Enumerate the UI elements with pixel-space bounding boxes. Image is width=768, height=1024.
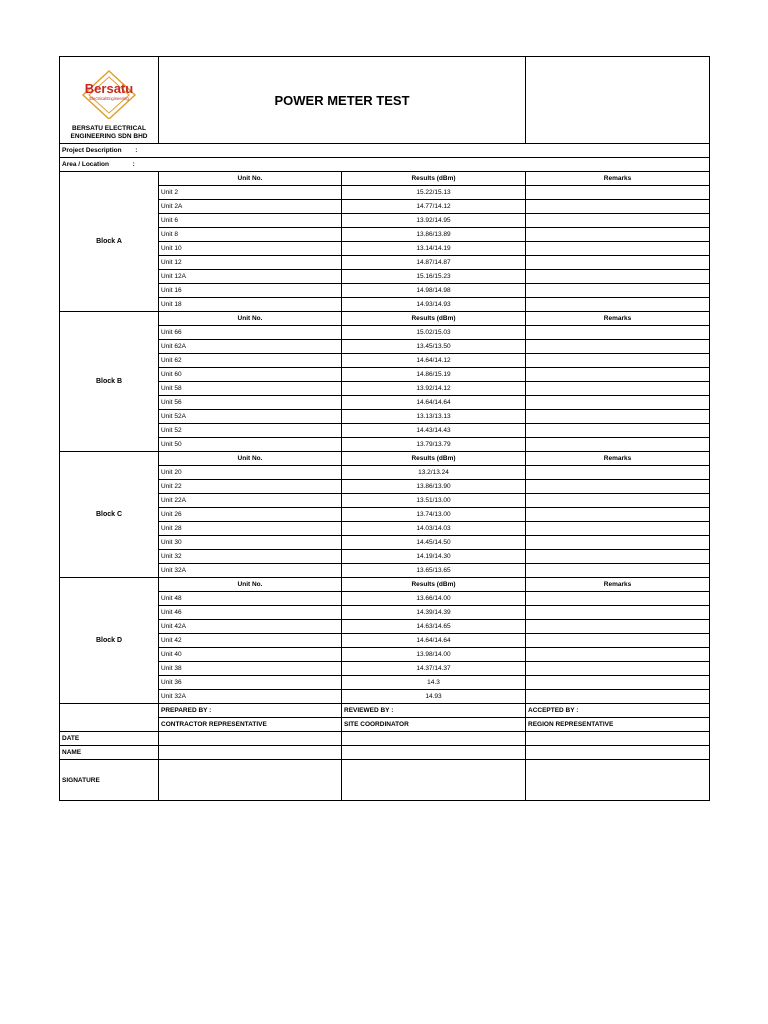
remarks-cell xyxy=(526,340,710,354)
remarks-cell xyxy=(526,592,710,606)
page-title: POWER METER TEST xyxy=(159,57,526,144)
unit-cell: Unit 22 xyxy=(159,480,342,494)
block-header-row xyxy=(60,452,710,466)
result-cell: 14.37/14.37 xyxy=(342,662,526,676)
remarks-cell xyxy=(526,284,710,298)
unit-cell: Unit 16 xyxy=(159,284,342,298)
signoff-entry-cell xyxy=(526,732,710,746)
remarks-cell xyxy=(526,354,710,368)
column-header-results: Results (dBm) xyxy=(342,172,526,186)
remarks-cell xyxy=(526,368,710,382)
remarks-cell xyxy=(526,256,710,270)
result-cell: 13.98/14.00 xyxy=(342,648,526,662)
remarks-cell xyxy=(526,690,710,704)
result-cell: 15.16/15.23 xyxy=(342,270,526,284)
block-header-row xyxy=(60,578,710,592)
unit-cell: Unit 40 xyxy=(159,648,342,662)
remarks-cell xyxy=(526,438,710,452)
remarks-cell xyxy=(526,480,710,494)
remarks-cell xyxy=(526,228,710,242)
unit-cell: Unit 52A xyxy=(159,410,342,424)
result-cell: 14.93/14.93 xyxy=(342,298,526,312)
unit-cell: Unit 52 xyxy=(159,424,342,438)
bersatu-logo xyxy=(79,69,139,119)
remarks-cell xyxy=(526,522,710,536)
unit-cell: Unit 22A xyxy=(159,494,342,508)
test-sheet xyxy=(59,56,709,801)
result-cell: 14.86/15.19 xyxy=(342,368,526,382)
name-row xyxy=(60,746,710,760)
project-description-colon: : xyxy=(135,147,138,154)
date-label: DATE xyxy=(60,732,159,746)
result-cell: 14.64/14.64 xyxy=(342,634,526,648)
remarks-cell xyxy=(526,550,710,564)
unit-cell: Unit 8 xyxy=(159,228,342,242)
logo-cell xyxy=(60,57,159,144)
prepared-by-label: PREPARED BY : xyxy=(159,704,342,718)
remarks-cell xyxy=(526,494,710,508)
block-label: Block A xyxy=(60,172,159,312)
unit-cell: Unit 62 xyxy=(159,354,342,368)
name-label: NAME xyxy=(60,746,159,760)
remarks-cell xyxy=(526,676,710,690)
header-row xyxy=(60,57,710,144)
signature-entry-cell xyxy=(342,760,526,801)
column-header-unit: Unit No. xyxy=(159,172,342,186)
result-cell: 14.63/14.65 xyxy=(342,620,526,634)
area-location-cell xyxy=(60,158,710,172)
unit-cell: Unit 38 xyxy=(159,662,342,676)
result-cell: 13.66/14.00 xyxy=(342,592,526,606)
unit-cell: Unit 28 xyxy=(159,522,342,536)
result-cell: 14.3 xyxy=(342,676,526,690)
column-header-remarks: Remarks xyxy=(526,452,710,466)
unit-cell: Unit 20 xyxy=(159,466,342,480)
column-header-results: Results (dBm) xyxy=(342,452,526,466)
column-header-remarks: Remarks xyxy=(526,312,710,326)
block-header-row xyxy=(60,312,710,326)
remarks-cell xyxy=(526,200,710,214)
remarks-cell xyxy=(526,466,710,480)
signature-label: SIGNATURE xyxy=(60,760,159,801)
result-cell: 14.64/14.12 xyxy=(342,354,526,368)
result-cell: 13.13/13.13 xyxy=(342,410,526,424)
result-cell: 13.86/13.90 xyxy=(342,480,526,494)
result-cell: 13.14/14.19 xyxy=(342,242,526,256)
remarks-cell xyxy=(526,214,710,228)
result-cell: 14.39/14.39 xyxy=(342,606,526,620)
header-blank-cell xyxy=(526,57,710,144)
unit-cell: Unit 48 xyxy=(159,592,342,606)
unit-cell: Unit 46 xyxy=(159,606,342,620)
signoff-entry-cell xyxy=(342,732,526,746)
result-cell: 13.92/14.95 xyxy=(342,214,526,228)
project-description-cell xyxy=(60,144,710,158)
result-cell: 13.92/14.12 xyxy=(342,382,526,396)
unit-cell: Unit 10 xyxy=(159,242,342,256)
unit-cell: Unit 60 xyxy=(159,368,342,382)
result-cell: 14.64/14.64 xyxy=(342,396,526,410)
result-cell: 14.77/14.12 xyxy=(342,200,526,214)
unit-cell: Unit 50 xyxy=(159,438,342,452)
power-meter-table xyxy=(59,56,710,801)
remarks-cell xyxy=(526,564,710,578)
signature-entry-cell xyxy=(526,760,710,801)
remarks-cell xyxy=(526,326,710,340)
company-name-line1: BERSATU ELECTRICAL xyxy=(72,125,146,132)
unit-cell: Unit 36 xyxy=(159,676,342,690)
project-row xyxy=(60,144,710,158)
unit-cell: Unit 30 xyxy=(159,536,342,550)
company-name-line2: ENGINEERING SDN BHD xyxy=(70,133,148,140)
unit-cell: Unit 12A xyxy=(159,270,342,284)
signoff-blank-cell xyxy=(60,704,159,732)
column-header-results: Results (dBm) xyxy=(342,312,526,326)
unit-cell: Unit 2 xyxy=(159,186,342,200)
unit-cell: Unit 32A xyxy=(159,564,342,578)
result-cell: 13.86/13.89 xyxy=(342,228,526,242)
remarks-cell xyxy=(526,536,710,550)
remarks-cell xyxy=(526,634,710,648)
column-header-unit: Unit No. xyxy=(159,452,342,466)
accepted-by-label: ACCEPTED BY : xyxy=(526,704,710,718)
remarks-cell xyxy=(526,270,710,284)
unit-cell: Unit 32 xyxy=(159,550,342,564)
block-label: Block D xyxy=(60,578,159,704)
unit-cell: Unit 6 xyxy=(159,214,342,228)
unit-cell: Unit 58 xyxy=(159,382,342,396)
unit-cell: Unit 32A xyxy=(159,690,342,704)
result-cell: 13.65/13.65 xyxy=(342,564,526,578)
result-cell: 14.19/14.30 xyxy=(342,550,526,564)
signoff-entry-cell xyxy=(159,746,342,760)
result-cell: 13.51/13.00 xyxy=(342,494,526,508)
remarks-cell xyxy=(526,662,710,676)
result-cell: 14.93 xyxy=(342,690,526,704)
reviewed-by-label: REVIEWED BY : xyxy=(342,704,526,718)
date-row xyxy=(60,732,710,746)
svg-text:Bersatu: Bersatu xyxy=(84,81,134,96)
remarks-cell xyxy=(526,242,710,256)
project-description-label: Project Description xyxy=(62,147,122,154)
signoff-entry-cell xyxy=(159,732,342,746)
result-cell: 14.45/14.50 xyxy=(342,536,526,550)
unit-cell: Unit 42A xyxy=(159,620,342,634)
column-header-unit: Unit No. xyxy=(159,578,342,592)
signoff-entry-cell xyxy=(526,746,710,760)
remarks-cell xyxy=(526,298,710,312)
result-cell: 13.79/13.79 xyxy=(342,438,526,452)
area-location-colon: : xyxy=(132,161,135,168)
signoff-entry-cell xyxy=(342,746,526,760)
remarks-cell xyxy=(526,424,710,438)
block-label: Block B xyxy=(60,312,159,452)
area-row xyxy=(60,158,710,172)
area-location-label: Area / Location xyxy=(62,161,109,168)
column-header-unit: Unit No. xyxy=(159,312,342,326)
signature-row xyxy=(60,760,710,801)
result-cell: 15.02/15.03 xyxy=(342,326,526,340)
svg-text:ElectricalEngineering: ElectricalEngineering xyxy=(89,96,129,101)
result-cell: 14.98/14.98 xyxy=(342,284,526,298)
remarks-cell xyxy=(526,508,710,522)
result-cell: 15.22/15.13 xyxy=(342,186,526,200)
reviewed-role: SITE COORDINATOR xyxy=(342,718,526,732)
remarks-cell xyxy=(526,620,710,634)
unit-cell: Unit 2A xyxy=(159,200,342,214)
unit-cell: Unit 62A xyxy=(159,340,342,354)
remarks-cell xyxy=(526,410,710,424)
unit-cell: Unit 42 xyxy=(159,634,342,648)
unit-cell: Unit 12 xyxy=(159,256,342,270)
remarks-cell xyxy=(526,396,710,410)
column-header-results: Results (dBm) xyxy=(342,578,526,592)
column-header-remarks: Remarks xyxy=(526,578,710,592)
result-cell: 14.87/14.87 xyxy=(342,256,526,270)
result-cell: 14.03/14.03 xyxy=(342,522,526,536)
block-label: Block C xyxy=(60,452,159,578)
result-cell: 14.43/14.43 xyxy=(342,424,526,438)
block-header-row xyxy=(60,172,710,186)
signoff-title-row xyxy=(60,704,710,718)
remarks-cell xyxy=(526,382,710,396)
accepted-role: REGION REPRESENTATIVE xyxy=(526,718,710,732)
remarks-cell xyxy=(526,648,710,662)
unit-cell: Unit 66 xyxy=(159,326,342,340)
result-cell: 13.2/13.24 xyxy=(342,466,526,480)
result-cell: 13.74/13.00 xyxy=(342,508,526,522)
remarks-cell xyxy=(526,186,710,200)
signature-entry-cell xyxy=(159,760,342,801)
unit-cell: Unit 18 xyxy=(159,298,342,312)
unit-cell: Unit 26 xyxy=(159,508,342,522)
column-header-remarks: Remarks xyxy=(526,172,710,186)
prepared-role: CONTRACTOR REPRESENTATIVE xyxy=(159,718,342,732)
remarks-cell xyxy=(526,606,710,620)
result-cell: 13.45/13.50 xyxy=(342,340,526,354)
unit-cell: Unit 56 xyxy=(159,396,342,410)
